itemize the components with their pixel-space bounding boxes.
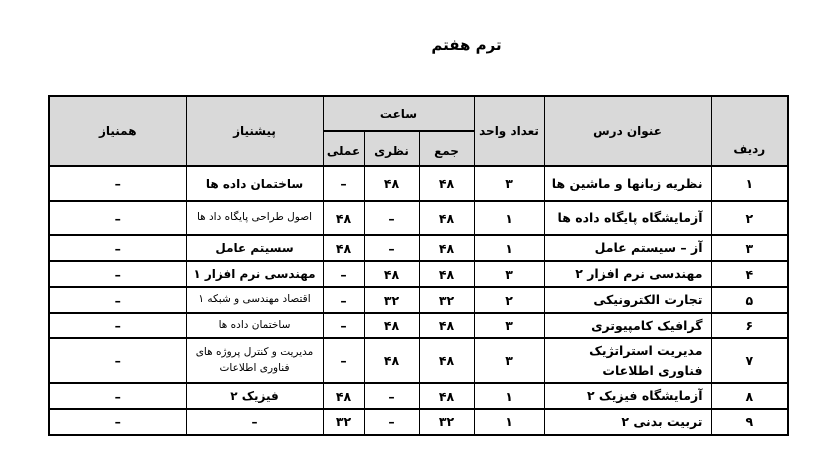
cell-hours-practical: ۴۸	[323, 235, 364, 261]
table-row	[49, 409, 788, 434]
cell-row-number: ۴	[711, 261, 788, 287]
cell-course-title: نظریه زبانها و ماشین ها	[544, 166, 711, 201]
cell-row-number: ۷	[711, 338, 788, 383]
cell-hours-total: ۴۸	[419, 261, 474, 287]
cell-hours-practical: ۴۸	[323, 201, 364, 235]
table-header	[49, 96, 788, 166]
cell-hours-total: ۴۸	[419, 166, 474, 201]
cell-hours-theory: ۴۸	[364, 166, 419, 201]
cell-prerequisite: اصول طراحی پایگاه داد ها	[186, 201, 323, 235]
cell-prerequisite: ساختمان داده ها	[186, 166, 323, 201]
cell-row-number: ۹	[711, 409, 788, 434]
cell-prerequisite: –	[186, 409, 323, 434]
cell-course-title: مهندسی نرم افزار ۲	[544, 261, 711, 287]
cell-hours-practical: –	[323, 313, 364, 338]
cell-hours-total: ۳۲	[419, 409, 474, 434]
cell-prerequisite: سسیتم عامل	[186, 235, 323, 261]
header-row-number: ردیف	[711, 96, 788, 166]
cell-units: ۱	[474, 235, 544, 261]
cell-hours-theory: –	[364, 383, 419, 409]
cell-hours-practical: –	[323, 166, 364, 201]
cell-course-title: تجارت الکترونیکی	[544, 287, 711, 313]
cell-hours-theory: –	[364, 201, 419, 235]
cell-units: ۱	[474, 383, 544, 409]
cell-hours-theory: ۴۸	[364, 261, 419, 287]
cell-hours-theory: ۳۲	[364, 287, 419, 313]
cell-course-title: آزمایشگاه فیزیک ۲	[544, 383, 711, 409]
cell-hours-total: ۴۸	[419, 313, 474, 338]
cell-course-title: گرافیک کامپیوتری	[544, 313, 711, 338]
cell-row-number: ۱	[711, 166, 788, 201]
cell-corequisite: –	[49, 287, 186, 313]
cell-hours-theory: –	[364, 235, 419, 261]
cell-units: ۱	[474, 201, 544, 235]
cell-hours-total: ۴۸	[419, 235, 474, 261]
table-row	[49, 383, 788, 409]
cell-corequisite: –	[49, 338, 186, 383]
cell-row-number: ۵	[711, 287, 788, 313]
cell-hours-theory: –	[364, 409, 419, 434]
cell-prerequisite: مهندسی نرم افزار ۱	[186, 261, 323, 287]
cell-hours-practical: ۴۸	[323, 383, 364, 409]
cell-hours-practical: –	[323, 287, 364, 313]
cell-hours-practical: –	[323, 261, 364, 287]
cell-prerequisite: فیزیک ۲	[186, 383, 323, 409]
cell-prerequisite: اقتصاد مهندسی و شبکه ۱	[186, 287, 323, 313]
table-row	[49, 313, 788, 338]
semester-courses-table	[48, 95, 789, 436]
cell-row-number: ۳	[711, 235, 788, 261]
table-row	[49, 338, 788, 383]
cell-units: ۳	[474, 313, 544, 338]
cell-units: ۳	[474, 338, 544, 383]
header-units: تعداد واحد	[474, 96, 544, 166]
header-hours-group: ساعت	[323, 96, 474, 131]
table-row	[49, 166, 788, 201]
cell-corequisite: –	[49, 261, 186, 287]
cell-prerequisite: مدیریت و کنترل پروژه های فناوری اطلاعات	[186, 338, 323, 383]
cell-course-title: تربیت بدنی ۲	[544, 409, 711, 434]
cell-hours-total: ۳۲	[419, 287, 474, 313]
cell-units: ۳	[474, 166, 544, 201]
cell-corequisite: –	[49, 383, 186, 409]
cell-hours-total: ۴۸	[419, 383, 474, 409]
cell-hours-total: ۴۸	[419, 338, 474, 383]
cell-units: ۲	[474, 287, 544, 313]
cell-row-number: ۸	[711, 383, 788, 409]
header-row-top	[49, 96, 788, 131]
cell-hours-practical: ۳۲	[323, 409, 364, 434]
page-title: ترم هفتم	[431, 36, 502, 54]
table-body	[49, 166, 788, 435]
cell-corequisite: –	[49, 313, 186, 338]
header-corequisite: همنیاز	[49, 96, 186, 166]
cell-hours-total: ۴۸	[419, 201, 474, 235]
cell-hours-theory: ۴۸	[364, 338, 419, 383]
cell-row-number: ۲	[711, 201, 788, 235]
cell-hours-practical: –	[323, 338, 364, 383]
header-hours-theory: نظری	[364, 131, 419, 166]
table-row	[49, 201, 788, 235]
cell-units: ۳	[474, 261, 544, 287]
table-row	[49, 287, 788, 313]
cell-corequisite: –	[49, 201, 186, 235]
cell-units: ۱	[474, 409, 544, 434]
header-prerequisite: پیشنیاز	[186, 96, 323, 166]
header-hours-practical: عملی	[323, 131, 364, 166]
cell-course-title: مدیریت استراتژیک فناوری اطلاعات	[544, 338, 711, 383]
cell-corequisite: –	[49, 235, 186, 261]
header-hours-total: جمع	[419, 131, 474, 166]
cell-hours-theory: ۴۸	[364, 313, 419, 338]
cell-corequisite: –	[49, 409, 186, 434]
cell-prerequisite: ساختمان داده ها	[186, 313, 323, 338]
cell-course-title: آزمایشگاه پایگاه داده ها	[544, 201, 711, 235]
cell-row-number: ۶	[711, 313, 788, 338]
cell-corequisite: –	[49, 166, 186, 201]
cell-course-title: آز – سیستم عامل	[544, 235, 711, 261]
header-course-title: عنوان درس	[544, 96, 711, 166]
table-row	[49, 235, 788, 261]
table-row	[49, 261, 788, 287]
